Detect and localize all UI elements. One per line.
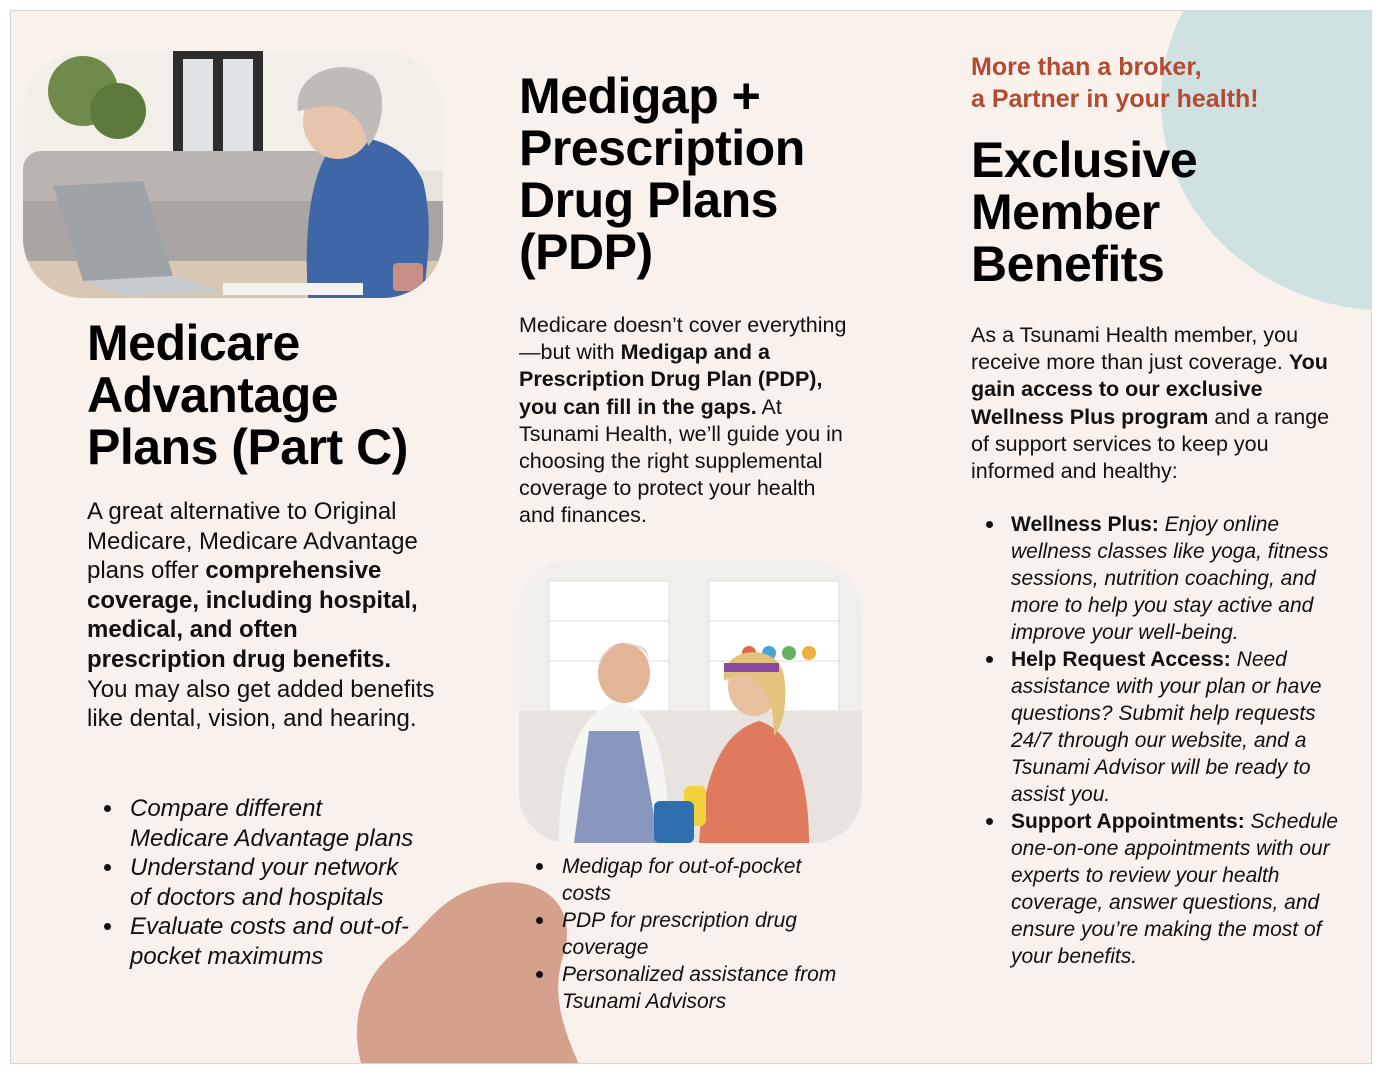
intro-text-end: You may also get added benefits like dental, vision, and hearing. — [87, 675, 435, 733]
tagline-line-2: a Partner in your health! — [971, 85, 1259, 113]
medicare-advantage-intro — [87, 497, 437, 734]
list-item: Understand your network of doctors and hospitals — [87, 853, 422, 912]
intro-bold-text: You gain access to our exclusive Wellness Plus program — [971, 350, 1328, 429]
photo-woman-at-laptop — [23, 51, 443, 298]
intro-text: As a Tsunami Health member, you receive more than just coverage. — [971, 323, 1299, 375]
benefit-term: Support Appointments: — [1011, 810, 1245, 833]
member-benefits-list — [971, 511, 1351, 970]
member-benefits-heading: Exclusive Member Benefits — [971, 132, 1198, 292]
benefit-help-request — [971, 646, 1351, 808]
list-item: PDP for prescription drug coverage — [519, 907, 854, 961]
benefit-term: Wellness Plus: — [1011, 513, 1159, 536]
benefit-text: Need assistance with your plan or have questions? Submit help requests 24/7 through our website, and a Tsunami Advisor will be ready to assist you. — [1011, 648, 1322, 806]
benefit-term: Help Request Access: — [1011, 648, 1231, 671]
medicare-advantage-heading: Medicare Advantage Plans (Part C) — [87, 315, 408, 475]
intro-bold-text: comprehensive coverage, including hospital, medical, and often prescription drug benefits. — [87, 557, 418, 673]
list-item: Evaluate costs and out-of-pocket maximums — [87, 912, 422, 971]
intro-text-end: At Tsunami Health, we’ll guide you in choosing the right supplemental coverage to protect your health and finances. — [519, 394, 843, 528]
list-item: Personalized assistance from Tsunami Advisors — [519, 961, 854, 1015]
medigap-pdp-intro — [519, 312, 849, 530]
intro-bold-text: Medigap and a Prescription Drug Plan (PDP), you can fill in the gaps. — [519, 340, 823, 419]
benefit-text: Enjoy online wellness classes like yoga, fitness sessions, nutrition coaching, and more to help you stay active and improve your well-being. — [1011, 513, 1329, 644]
medigap-pdp-heading: Medigap + Prescription Drug Plans (PDP) — [519, 68, 805, 280]
tagline-line-1: More than a broker, — [971, 53, 1202, 81]
benefit-support-appointments — [971, 808, 1351, 970]
photo-couple-in-kitchen — [519, 561, 862, 843]
benefit-text: Schedule one-on-one appointments with our experts to review your health coverage, answer questions, and ensure you’re making the most of your benefits. — [1011, 810, 1339, 968]
intro-text: Medicare doesn’t cover everything—but with — [519, 313, 847, 365]
medicare-advantage-bullets — [87, 794, 422, 972]
tagline — [971, 51, 1351, 115]
brochure-page — [10, 10, 1372, 1064]
list-item: Medigap for out-of-pocket costs — [519, 853, 854, 907]
intro-text-end: and a range of support services to keep you informed and healthy: — [971, 404, 1330, 484]
member-benefits-intro — [971, 322, 1351, 485]
intro-text: A great alternative to Original Medicare, Medicare Advantage plans offer — [87, 498, 418, 585]
list-item: Compare different Medicare Advantage plans — [87, 794, 422, 853]
benefit-wellness-plus — [971, 511, 1351, 646]
medigap-pdp-bullets — [519, 853, 854, 1015]
